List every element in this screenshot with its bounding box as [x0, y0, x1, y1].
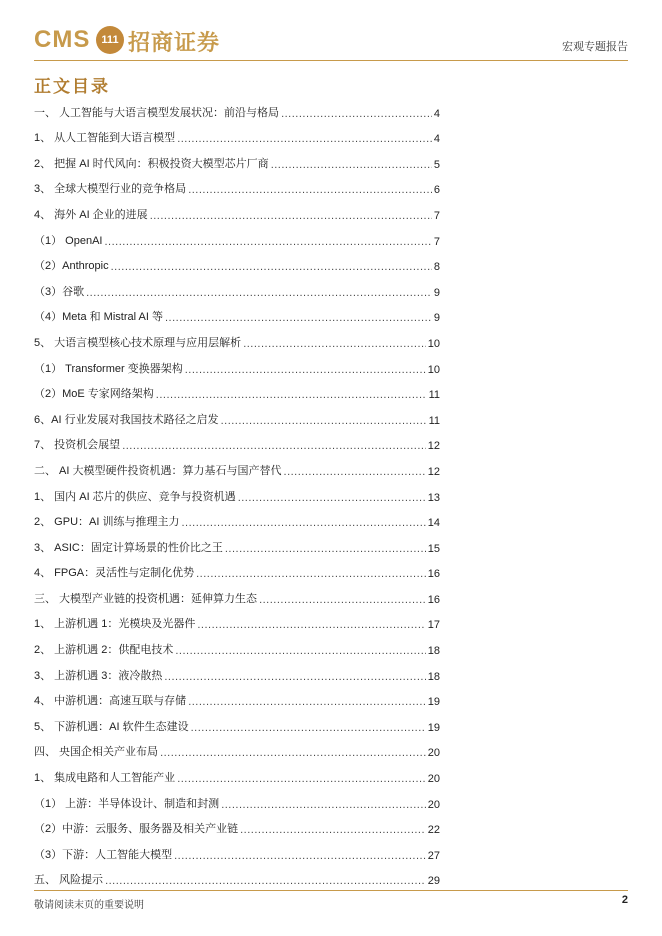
toc-entry[interactable] — [34, 222, 440, 248]
toc-leader-dots — [238, 492, 426, 504]
toc-entry[interactable] — [34, 785, 440, 811]
toc-entry-page: 5 — [433, 158, 440, 171]
toc-entry-label: 5、 大语言模型核心技术原理与应用层解析 — [34, 336, 242, 349]
toc-entry[interactable] — [34, 120, 440, 146]
toc-entry-page: 18 — [427, 670, 440, 683]
logo-badge-icon: 111 — [96, 26, 124, 54]
toc-entry-label: （2）MoE 专家网络架构 — [34, 388, 154, 401]
toc-entry[interactable] — [34, 273, 440, 299]
toc-entry-page: 10 — [427, 363, 440, 376]
toc-leader-dots — [196, 568, 426, 580]
toc-leader-dots — [221, 799, 426, 811]
toc-entry-label: （2）中游：云服务、服务器及相关产业链 — [34, 823, 239, 836]
toc-entry[interactable] — [34, 811, 440, 837]
toc-entry-page: 4 — [433, 107, 440, 120]
toc-entry-label: 1、 上游机遇 1：光模块及光器件 — [34, 618, 196, 631]
page-number: 2 — [621, 894, 628, 906]
toc-entry-page: 10 — [427, 337, 440, 350]
toc-title: 正文目录 — [34, 77, 110, 97]
toc-leader-dots — [188, 696, 426, 708]
toc-entry-page: 20 — [427, 798, 440, 811]
toc-entry-page: 6 — [433, 184, 440, 197]
table-of-contents — [34, 94, 440, 887]
toc-leader-dots — [225, 543, 426, 555]
toc-entry-page: 19 — [427, 721, 440, 734]
toc-leader-dots — [175, 645, 425, 657]
toc-leader-dots — [221, 415, 427, 427]
toc-leader-dots — [86, 287, 432, 299]
toc-entry[interactable] — [34, 401, 440, 427]
toc-entry-label: 3、 全球大模型行业的竞争格局 — [34, 183, 187, 196]
toc-entry[interactable] — [34, 350, 440, 376]
toc-entry-page: 20 — [427, 747, 440, 760]
toc-entry[interactable] — [34, 631, 440, 657]
toc-entry-label: 3、 ASIC：固定计算场景的性价比之王 — [34, 541, 223, 554]
toc-entry-label: （1） Transformer 变换器架构 — [34, 362, 183, 375]
toc-entry[interactable] — [34, 580, 440, 606]
toc-entry[interactable] — [34, 708, 440, 734]
toc-leader-dots — [165, 312, 432, 324]
toc-leader-dots — [164, 671, 425, 683]
toc-entry[interactable] — [34, 862, 440, 888]
toc-entry-page: 8 — [433, 261, 440, 274]
toc-leader-dots — [122, 440, 426, 452]
toc-entry-page: 20 — [427, 773, 440, 786]
toc-leader-dots — [259, 594, 426, 606]
toc-entry[interactable] — [34, 734, 440, 760]
toc-entry-page: 22 — [427, 824, 440, 837]
toc-entry-label: （2）Anthropic — [34, 260, 109, 273]
toc-entry[interactable] — [34, 324, 440, 350]
toc-entry-label: 1、 从人工智能到大语言模型 — [34, 132, 176, 145]
toc-entry[interactable] — [34, 145, 440, 171]
page-header — [34, 24, 628, 60]
toc-entry-label: 1、 国内 AI 芯片的供应、竞争与投资机遇 — [34, 490, 236, 503]
toc-entry-page: 7 — [433, 235, 440, 248]
toc-entry-page: 19 — [427, 696, 440, 709]
toc-entry-label: （3）谷歌 — [34, 285, 85, 298]
toc-entry-page: 12 — [427, 465, 440, 478]
toc-entry[interactable] — [34, 478, 440, 504]
toc-entry[interactable] — [34, 299, 440, 325]
toc-entry[interactable] — [34, 759, 440, 785]
toc-leader-dots — [197, 619, 425, 631]
toc-entry-label: （1） 上游：半导体设计、制造和封测 — [34, 797, 220, 810]
toc-leader-dots — [240, 824, 426, 836]
toc-entry-page: 16 — [427, 568, 440, 581]
toc-entry[interactable] — [34, 248, 440, 274]
toc-entry[interactable] — [34, 657, 440, 683]
toc-entry-label: 四、 央国企相关产业布局 — [34, 746, 159, 759]
logo-chinese-name: 招商证券 — [128, 31, 221, 56]
footer-divider — [34, 890, 628, 891]
toc-entry-label: 3、 上游机遇 3：液冷散热 — [34, 669, 163, 682]
toc-entry-page: 12 — [427, 440, 440, 453]
toc-entry[interactable] — [34, 606, 440, 632]
toc-leader-dots — [181, 517, 425, 529]
report-type: 宏观专题报告 — [562, 40, 628, 53]
toc-leader-dots — [160, 747, 426, 759]
toc-leader-dots — [174, 850, 426, 862]
toc-leader-dots — [105, 875, 426, 887]
toc-entry[interactable] — [34, 555, 440, 581]
toc-entry-label: 7、 投资机会展望 — [34, 439, 121, 452]
toc-leader-dots — [104, 236, 431, 248]
toc-entry-label: 2、 GPU：AI 训练与推理主力 — [34, 516, 180, 529]
toc-entry-label: 2、 把握 AI 时代风向：积极投资大模型芯片厂商 — [34, 157, 269, 170]
toc-entry[interactable] — [34, 836, 440, 862]
toc-entry-label: 5、 下游机遇：AI 软件生态建设 — [34, 720, 189, 733]
toc-entry-label: （3）下游：人工智能大模型 — [34, 848, 173, 861]
toc-leader-dots — [111, 261, 432, 273]
toc-entry-label: 6、AI 行业发展对我国技术路径之启发 — [34, 413, 219, 426]
toc-leader-dots — [188, 184, 432, 196]
toc-entry[interactable] — [34, 376, 440, 402]
toc-entry-page: 13 — [427, 491, 440, 504]
toc-entry-label: 2、 上游机遇 2：供配电技术 — [34, 644, 174, 657]
toc-leader-dots — [177, 773, 426, 785]
toc-entry-label: 二、 AI 大模型硬件投资机遇：算力基石与国产替代 — [34, 464, 282, 477]
toc-leader-dots — [243, 338, 426, 350]
toc-entry-page: 9 — [433, 286, 440, 299]
toc-entry-label: 1、 集成电路和人工智能产业 — [34, 772, 176, 785]
toc-entry[interactable] — [34, 171, 440, 197]
toc-entry-label: 4、 中游机遇：高速互联与存储 — [34, 695, 187, 708]
toc-leader-dots — [271, 159, 432, 171]
toc-entry[interactable] — [34, 529, 440, 555]
toc-entry-label: 4、 海外 AI 企业的进展 — [34, 208, 148, 221]
toc-entry[interactable] — [34, 504, 440, 530]
toc-leader-dots — [281, 108, 432, 120]
toc-leader-dots — [185, 364, 426, 376]
toc-entry-page: 11 — [428, 389, 440, 402]
toc-entry[interactable] — [34, 94, 440, 120]
toc-entry[interactable] — [34, 427, 440, 453]
toc-entry-label: （4）Meta 和 Mistral AI 等 — [34, 311, 163, 324]
toc-entry-page: 9 — [433, 312, 440, 325]
toc-entry-label: 4、 FPGA：灵活性与定制化优势 — [34, 567, 195, 580]
toc-entry-label: 五、 风险提示 — [34, 874, 104, 887]
toc-entry-page: 18 — [427, 645, 440, 658]
toc-entry-page: 17 — [427, 619, 440, 632]
toc-entry-page: 4 — [433, 133, 440, 146]
toc-entry-page: 7 — [433, 209, 440, 222]
toc-entry[interactable] — [34, 452, 440, 478]
footer-note: 敬请阅读末页的重要说明 — [34, 900, 144, 911]
toc-entry-page: 11 — [428, 414, 440, 427]
logo-text: CMS — [34, 26, 91, 53]
toc-leader-dots — [191, 722, 426, 734]
toc-entry[interactable] — [34, 683, 440, 709]
toc-entry-page: 15 — [427, 542, 440, 555]
toc-entry-page: 16 — [427, 593, 440, 606]
toc-entry[interactable] — [34, 196, 440, 222]
toc-leader-dots — [177, 133, 432, 145]
toc-leader-dots — [284, 466, 426, 478]
toc-entry-label: （1） OpenAI — [34, 234, 103, 247]
toc-leader-dots — [150, 210, 432, 222]
toc-entry-page: 14 — [427, 517, 440, 530]
toc-entry-label: 一、 人工智能与大语言模型发展状况：前沿与格局 — [34, 106, 280, 119]
header-divider — [34, 60, 628, 61]
toc-entry-page: 27 — [427, 849, 440, 862]
toc-entry-page: 29 — [427, 875, 440, 888]
toc-leader-dots — [156, 389, 427, 401]
toc-entry-label: 三、 大模型产业链的投资机遇：延伸算力生态 — [34, 592, 258, 605]
